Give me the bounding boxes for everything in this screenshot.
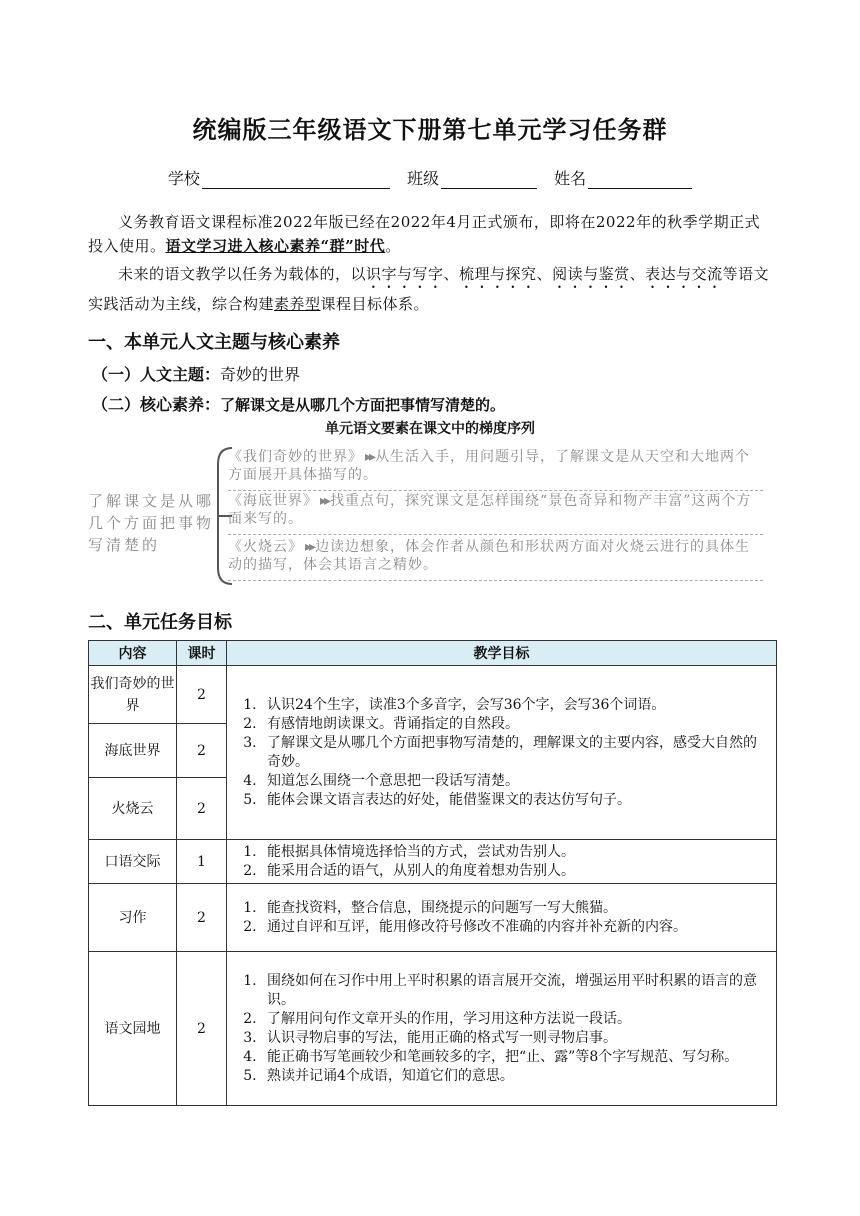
student-info-line — [0, 166, 860, 189]
hours-cell: 2 — [177, 778, 227, 840]
class-field[interactable] — [407, 166, 537, 189]
branch-text: 找重点句，探究课文是怎样围绕“景色奇异和物产丰富”这两个方面来写的。 — [228, 493, 752, 527]
goal-item: 4. 知道怎么围绕一个意思把一段话写清楚。 — [261, 772, 770, 791]
name-blank[interactable] — [588, 170, 692, 189]
core-value: 了解课文是从哪几个方面把事情写清楚的。 — [220, 396, 506, 414]
content-cell: 我们奇妙的世界 — [89, 666, 177, 724]
goal-item: 2. 有感情地朗读课文。背诵指定的自然段。 — [261, 715, 770, 734]
double-arrow-icon: ▸▸ — [320, 493, 329, 509]
gradient-diagram — [88, 440, 768, 590]
school-label: 学校 — [167, 169, 200, 188]
diagram-title: 单元语文要素在课文中的梯度序列 — [325, 421, 535, 437]
branch-divider — [228, 534, 763, 535]
core-literacy-emphasis: 语文学习进入核心素养“群”时代 — [165, 237, 386, 255]
goals-list — [231, 696, 770, 810]
table-row — [89, 666, 777, 724]
content-cell: 口语交际 — [89, 840, 177, 884]
goals-cell — [227, 952, 777, 1106]
diagram-branch-2 — [228, 492, 763, 536]
content-cell: 习作 — [89, 884, 177, 952]
core-label: （二）核心素养： — [92, 395, 221, 414]
goal-item: 3. 了解课文是从哪几个方面把事物写清楚的，理解课文的主要内容，感受大自然的奇妙。 — [261, 734, 770, 772]
double-arrow-icon: ▸▸ — [365, 449, 374, 465]
theme-line — [92, 362, 300, 385]
goal-item: 5. 能体会课文语言表达的好处，能借鉴课文的表达仿写句子。 — [261, 791, 770, 810]
goals-cell — [227, 840, 777, 884]
branch-divider — [228, 490, 763, 491]
goal-item: 1. 能查找资料，整合信息，围绕提示的问题写一写大熊猫。 — [261, 899, 770, 918]
branch-text: 从生活入手，用问题引导，了解课文是从天空和大地两个方面展开具体描写的。 — [228, 449, 751, 483]
content-cell: 火烧云 — [89, 778, 177, 840]
column-header-goals: 教学目标 — [227, 641, 777, 666]
goal-item: 2. 通过自评和互评，能用修改符号修改不准确的内容并补充新的内容。 — [261, 918, 770, 937]
table-row — [89, 884, 777, 952]
table-row — [89, 952, 777, 1106]
name-label: 姓名 — [554, 169, 587, 188]
goals-cell — [227, 666, 777, 840]
goals-list — [231, 899, 770, 937]
hours-cell: 2 — [177, 666, 227, 724]
task-goals-table — [88, 640, 777, 1106]
diagram-branch-3 — [228, 538, 763, 582]
section-heading-2: 二、单元任务目标 — [88, 612, 232, 633]
core-line — [92, 392, 505, 415]
goal-item: 2. 能采用合适的语气，从别人的角度着想劝告别人。 — [261, 862, 770, 881]
name-field[interactable] — [554, 166, 692, 189]
diagram-branch-1 — [228, 448, 763, 492]
school-field[interactable] — [168, 166, 390, 189]
branch-divider — [228, 580, 763, 581]
goals-cell — [227, 884, 777, 952]
goals-list — [231, 843, 770, 881]
column-header-hours: 课时 — [177, 641, 227, 666]
goals-list — [231, 972, 770, 1086]
branch-lesson: 《海底世界》 — [228, 493, 318, 509]
diagram-root: 了解课文是从哪几个方面把事物写清楚的 — [88, 492, 215, 554]
hours-cell: 2 — [177, 884, 227, 952]
goal-item: 4. 能正确书写笔画较少和笔画较多的字，把“止、露”等8个字写规范、写匀称。 — [261, 1048, 770, 1067]
double-arrow-icon: ▸▸ — [305, 539, 314, 555]
branch-text: 边读边想象，体会作者从颜色和形状两方面对火烧云进行的具体生动的描写，体会其语言之精妙。 — [228, 539, 751, 573]
column-header-content: 内容 — [89, 641, 177, 666]
goal-item: 5. 熟读并记诵4个成语，知道它们的意思。 — [261, 1067, 770, 1086]
class-blank[interactable] — [441, 170, 537, 189]
goal-item: 3. 认识寻物启事的写法，能用正确的格式写一则寻物启事。 — [261, 1029, 770, 1048]
goal-item: 1. 能根据具体情境选择恰当的方式，尝试劝告别人。 — [261, 843, 770, 862]
hours-cell: 1 — [177, 840, 227, 884]
intro-paragraph-1: 义务教育语文课程标准2022年版已经在2022年4月正式颁布，即将在2022年的秋季学期正式投入使用。语文学习进入核心素养“群”时代。 — [88, 213, 761, 255]
content-cell: 语文园地 — [89, 952, 177, 1106]
hours-cell: 2 — [177, 724, 227, 778]
goal-item: 2. 了解用问句作文章开头的作用，学习用这种方法说一段话。 — [261, 1010, 770, 1029]
class-label: 班级 — [406, 169, 439, 188]
section-heading-1: 一、本单元人文主题与核心素养 — [88, 332, 340, 353]
school-blank[interactable] — [202, 170, 390, 189]
table-row — [89, 840, 777, 884]
theme-label: （一）人文主题： — [92, 365, 221, 384]
intro-paragraph-2: 未来的语文教学以任务为载体的，以识字与写字、梳理与探究、阅读与鉴赏、表达与交流等语文实践活动为主线，综合构建素养型课程目标体系。 — [88, 265, 770, 313]
branch-lesson: 《火烧云》 — [228, 539, 303, 555]
document-title: 统编版三年级语文下册第七单元学习任务群 — [192, 116, 668, 144]
goal-item: 1. 认识24个生字，读准3个多音字，会写36个字，会写36个词语。 — [261, 696, 770, 715]
branch-lesson: 《我们奇妙的世界》 — [228, 449, 363, 465]
theme-value: 奇妙的世界 — [220, 365, 301, 384]
content-cell: 海底世界 — [89, 724, 177, 778]
goal-item: 1. 围绕如何在习作中用上平时积累的语言展开交流，增强运用平时积累的语言的意识。 — [261, 972, 770, 1010]
table-header-row — [89, 641, 777, 666]
hours-cell: 2 — [177, 952, 227, 1106]
